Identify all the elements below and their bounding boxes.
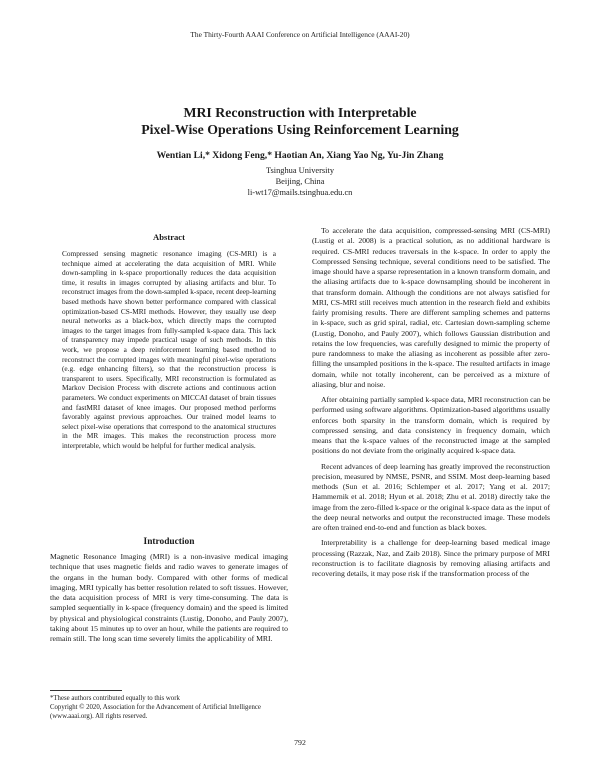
abstract-body (62, 249, 276, 450)
author-list: Wentian Li,* Xidong Feng,* Haotian An, Xiang Yao Ng, Yu-Jin Zhang (156, 150, 444, 161)
footnote-divider (50, 690, 122, 691)
page-number: 792 (294, 738, 306, 747)
equal-contribution-note: *These authors contributed equally to this work (50, 695, 180, 702)
abstract-heading: Abstract (153, 232, 185, 242)
email: li-wt17@mails.tsinghua.edu.cn (247, 188, 353, 198)
footnote (50, 694, 288, 722)
body-paragraph-3: Recent advances of deep learning has greatly improved the reconstruction precision, measured by NMSE, PSNR, and SSIM. Most deep-learning based methods (Sun et al. 2016; Schlemper et al. 2017; Yang et al. 2017; Hammernik et al. 2018; Hyun et al. 2018; Zhu et al. 2018) directly take the image from the zero-filled k-space or the original k-space data as the input of the deep neural networks and output the reconstructed image. These models are often trained end-to-end and function as black boxes. (312, 461, 550, 532)
affiliation: Tsinghua University (265, 166, 335, 175)
title-line-1: MRI Reconstruction with Interpretable (183, 105, 417, 120)
introduction-heading: Introduction (143, 537, 195, 547)
intro-paragraph-1: Magnetic Resonance Imaging (MRI) is a non-invasive medical imaging technique that uses magnetic fields and radio waves to generate images of the organs in the human body. Compared with other forms of medical imaging, MRI typically has better resolution related to soft tissues. However, the data acquisition process of MRI is very time-consuming. The data is sampled sequentially in k-space (frequency domain) and the speed is limited by physical and physiological constraints (Lustig, Donoho, and Pauly 2007), taking about 15 minutes up to over an hour, while the patients are required to remain still. The long scan time severely limits the applicability of MRI. (50, 552, 288, 643)
body-paragraph-4: Interpretability is a challenge for deep-learning based medical image processing (Razzak, Naz, and Zaib 2018). Since the primary purpose of MRI reconstruction is to facilitate diagnosis by removing aliasing artifacts and recovering details, it may pose risk if the transformation process of the (312, 538, 550, 578)
right-column (312, 226, 550, 579)
paper-title (50, 104, 550, 138)
affiliation-block (50, 165, 550, 199)
conference-header: The Thirty-Fourth AAAI Conference on Artificial Intelligence (AAAI-20) (190, 30, 410, 39)
location: Beijing, China (275, 177, 325, 187)
abstract-text: Compressed sensing magnetic resonance imaging (CS-MRI) is a technique aimed at accelerating the data acquisition of MRI. While down-sampling in k-space proportionally reduces the data acquisition time, it results in images corrupted by aliasing artifacts and blur. To reconstruct images from the down-sampled k-space, recent deep-learning based methods have shown better performance compared with classical optimization-based CS-MRI methods. However, they usually use deep neural networks as a black-box, which directly maps the corrupted images to the target images from fully-sampled k-space data. This lack of transparency may impede practical usage of such methods. In this work, we propose a deep reinforcement learning based method to reconstruct the corrupted images with meaningful pixel-wise operations (e.g. edge enhancing filters), so that the reconstruction process is transparent to users. Specifically, MRI reconstruction is formulated as Markov Decision Process with discrete actions and continuous action parameters. We conduct experiments on MICCAI dataset of brain tissues and fastMRI dataset of knee images. Our proposed method performs favorably against previous approaches. Our trained model learns to select pixel-wise operations that correspond to the anatomical structures in the MR images. This makes the reconstruction process more interpretable, which would be helpful for further medical analysis. (62, 249, 276, 450)
copyright-notice: Copyright © 2020, Association for the Advancement of Artificial Intelligence (www.aaai.org). All rights reserved. (50, 704, 261, 721)
introduction-body (50, 552, 288, 644)
title-line-2: Pixel-Wise Operations Using Reinforcement Learning (141, 122, 459, 137)
body-paragraph-2: After obtaining partially sampled k-space data, MRI reconstruction can be performed using software algorithms. Optimization-based algorithms usually enforces both sparsity in the transform domain, which is required by compressed sensing, and data consistency in frequency domain, which means that the k-space values of the reconstructed image at the sampled positions do not deviate from the originally acquired k-space data. (312, 395, 550, 456)
body-paragraph-1: To accelerate the data acquisition, compressed-sensing MRI (CS-MRI) (Lustig et al. 2008) is a practical solution, as no additional hardware is required. CS-MRI reduces traversals in the k-space. In order to apply the Compressed Sensing technique, several conditions need to be satisfied. The image should have a sparse representation in a known transform domain, and the aliasing artifacts due to k-space downsampling should be incoherent in that transform domain. Although the conditions are not always satisfied for MRI, CS-MRI still receives much attention in the research field and exhibits fairly promising results. There are different sampling schemes and patterns in k-space, such as grid spiral, radial, etc. Cartesian down-sampling scheme (Lustig, Donoho, and Pauly 2007), which follows Gaussian distribution and retains the low frequencies, was carefully designed to mimic the property of pure randomness to make the aliasing as incoherent as possible after zero-filling the unsampled positions in the k-space. The resulted artifacts in image domain, while not totally incoherent, can be perceived as a mixture of aliasing, blur and noise. (312, 226, 550, 389)
